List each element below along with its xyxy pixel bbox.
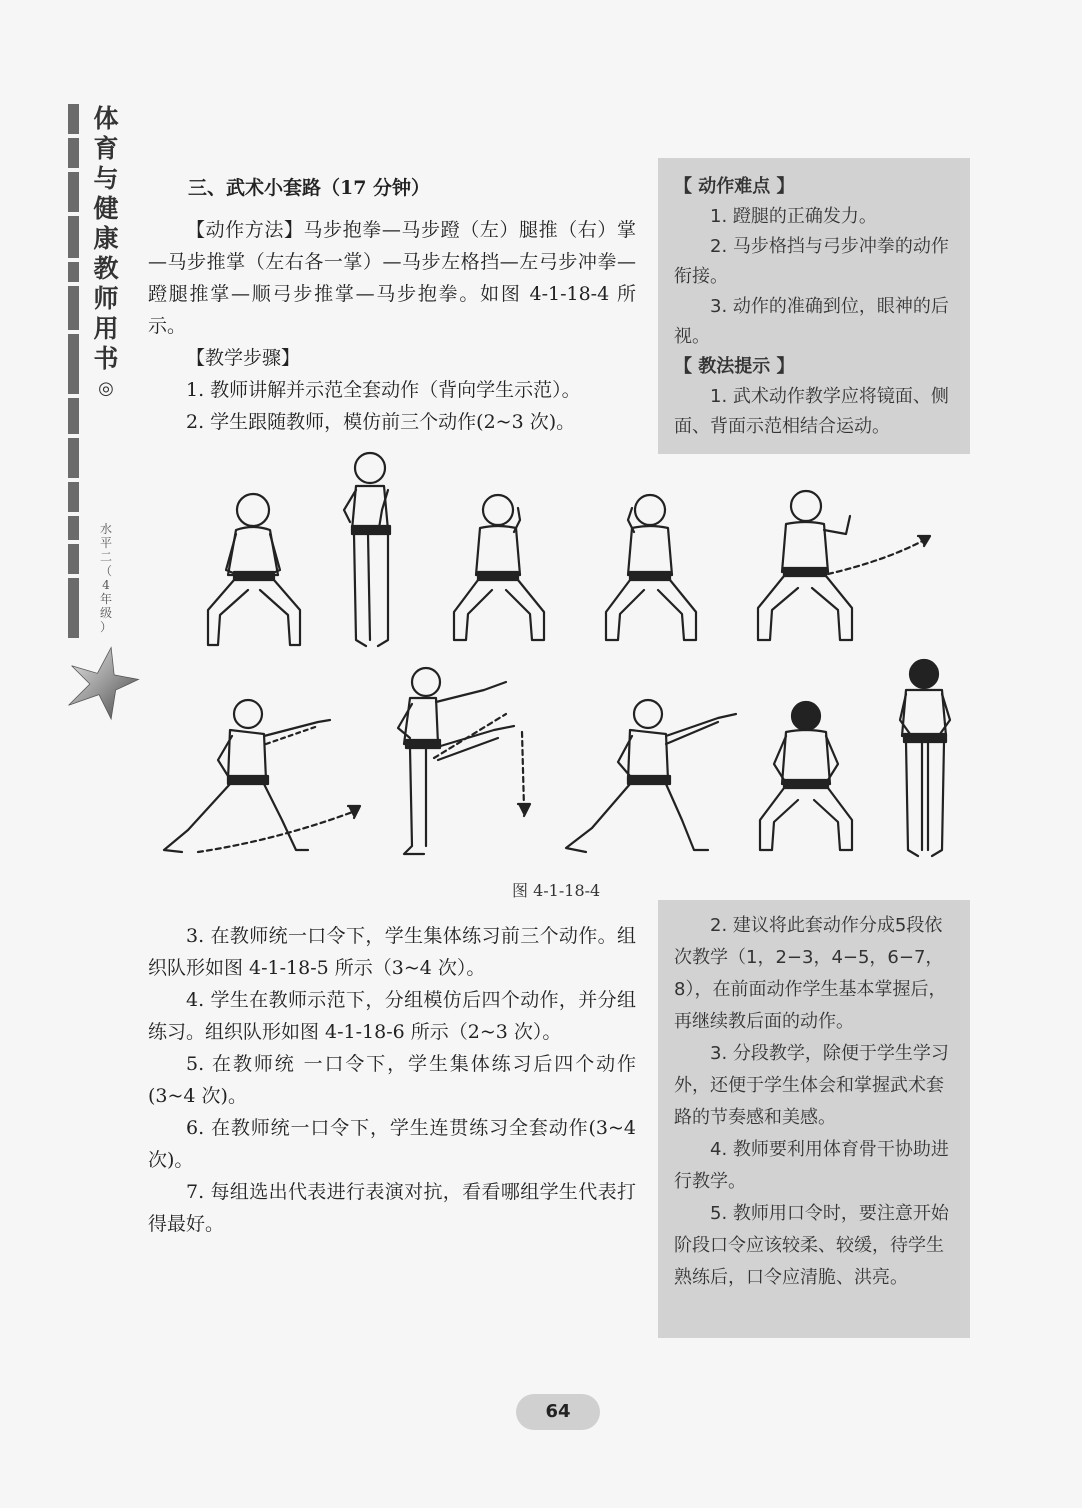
pose-5-block <box>758 491 930 640</box>
book-title-char: 健 <box>93 194 119 223</box>
side-stripe <box>68 172 79 212</box>
book-title-char: 师 <box>93 284 119 313</box>
level-char: 4 <box>102 578 110 592</box>
side-stripe <box>68 334 79 394</box>
book-title-char: ◎ <box>98 378 114 399</box>
side-stripe <box>68 398 79 434</box>
pose-8-bow-push <box>566 700 736 852</box>
method-paragraph: 【动作方法】马步抱拳—马步蹬（左）腿推（右）掌—马步推掌（左右各一掌）—马步左格挡—左弓步冲拳—蹬腿推掌—顺弓步推掌—马步抱拳。如图 4-1-18-4 所示。 <box>148 219 636 337</box>
level-char: 年 <box>99 592 112 606</box>
difficulty-item: 3. 动作的准确到位，眼神的后视。 <box>674 296 949 347</box>
book-title <box>90 104 122 404</box>
teaching-tips-heading: 【 教法提示 】 <box>674 356 795 377</box>
side-stripe <box>68 138 79 168</box>
book-title-char: 育 <box>93 134 119 163</box>
level-char: （ <box>99 564 112 578</box>
grade-level-label <box>97 522 115 634</box>
pose-1-horse-stance <box>208 494 300 645</box>
book-title-char: 书 <box>93 344 119 373</box>
side-stripe <box>68 438 79 478</box>
figure-caption: 图 4-1-18-4 <box>512 881 601 900</box>
difficulty-item: 1. 蹬腿的正确发力。 <box>710 206 877 227</box>
side-stripe <box>68 216 79 258</box>
main-text-bottom <box>148 920 636 1240</box>
tips-box-top <box>658 158 970 454</box>
martial-arts-sequence-figure <box>158 450 968 870</box>
teaching-tip-item: 5. 教师用口令时，要注意开始阶段口令应该较柔、较缓，待学生熟练后，口令应清脆、洪亮。 <box>674 1203 949 1288</box>
pose-10-stand-back <box>900 660 950 856</box>
pose-4-horse-push <box>606 495 696 640</box>
step-item: 7. 每组选出代表进行表演对抗，看看哪组学生代表打得最好。 <box>148 1181 636 1235</box>
step-item: 4. 学生在教师示范下，分组模仿后四个动作，并分组练习。组织队形如图 4-1-18-6 所示（2~3 次）。 <box>148 989 636 1043</box>
book-title-char: 体 <box>93 104 119 133</box>
side-stripe <box>68 544 79 574</box>
steps-heading: 【教学步骤】 <box>186 347 301 369</box>
side-stripe <box>68 286 79 330</box>
level-char: 平 <box>99 536 112 550</box>
teaching-tip-item: 4. 教师要利用体育骨干协助进行教学。 <box>674 1139 949 1192</box>
book-title-char: 与 <box>93 164 119 193</box>
section-title: 三、武术小套路（17 分钟） <box>188 177 431 199</box>
teaching-tip-item: 2. 建议将此套动作分成5段依次教学（1，2−3，4−5，6−7，8），在前面动作学生基本掌握后，再继续教后面的动作。 <box>674 915 947 1032</box>
teaching-tip-item: 1. 武术动作教学应将镜面、侧面、背面示范相结合运动。 <box>674 386 949 437</box>
step-item: 5. 在教师统 一口令下，学生集体练习后四个动作(3~4 次)。 <box>148 1053 636 1107</box>
main-text-top <box>148 172 636 438</box>
level-char: 级 <box>99 606 112 620</box>
tips-box-bottom <box>658 900 970 1338</box>
side-stripe <box>68 104 79 134</box>
pose-3-horse-push <box>454 495 544 640</box>
level-char: ） <box>99 620 112 634</box>
side-stripe <box>68 262 79 282</box>
step-item: 3. 在教师统一口令下，学生集体练习前三个动作。组织队形如图 4-1-18-5 所示（3~4 次）。 <box>148 925 636 979</box>
side-stripe <box>68 482 79 512</box>
side-stripe <box>68 516 79 540</box>
step-item: 6. 在教师统一口令下，学生连贯练习全套动作(3~4 次)。 <box>148 1117 636 1171</box>
pose-6-bow-punch <box>164 700 360 852</box>
level-char: 二 <box>99 550 112 564</box>
pose-7-kick-push <box>398 668 530 854</box>
pose-2-kick <box>344 453 390 646</box>
page-number: 64 <box>545 1401 571 1422</box>
teaching-tip-item: 3. 分段教学，除便于学生学习外，还便于学生体会和掌握武术套路的节奏感和美感。 <box>674 1043 949 1128</box>
step-item: 1. 教师讲解并示范全套动作（背向学生示范）。 <box>186 379 581 401</box>
step-item: 2. 学生跟随教师，模仿前三个动作(2~3 次)。 <box>186 411 576 433</box>
book-title-char: 教 <box>93 254 119 283</box>
book-title-char: 康 <box>93 224 119 253</box>
pose-9-horse-back <box>760 702 852 850</box>
star-icon <box>64 646 140 722</box>
book-title-char: 用 <box>93 314 119 343</box>
difficulty-heading: 【 动作难点 】 <box>674 176 795 197</box>
side-stripe <box>68 578 79 638</box>
level-char: 水 <box>99 522 112 536</box>
difficulty-item: 2. 马步格挡与弓步冲拳的动作衔接。 <box>674 236 949 287</box>
